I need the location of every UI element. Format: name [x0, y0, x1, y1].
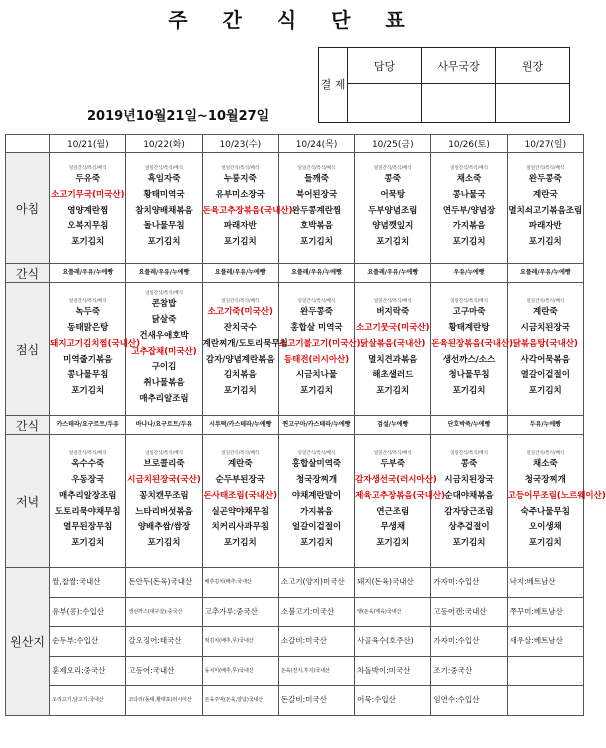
origin-cell: 낙지:베트남산: [507, 568, 583, 598]
breakfast-item: 가지볶음: [452, 221, 486, 232]
dinner-item: 포기김치: [452, 538, 486, 549]
origin-cell: 땡(돈육/계육)국내산: [355, 597, 431, 627]
breakfast-item: 들깨죽: [304, 174, 329, 184]
snack2-item: 카스테라/요구르트/두유: [50, 416, 126, 435]
snack2-item: 두유/누에빵: [507, 416, 583, 435]
dinner-item: 무생채: [380, 522, 406, 533]
dinner-item: 치커리사과무침: [211, 522, 269, 533]
origin-cell: 소갈비:미국산: [278, 627, 354, 657]
breakfast-item: 어묵탕: [380, 189, 406, 200]
origin-cell: 동치미(배추,무)국내산: [202, 656, 278, 686]
origin-cell: 고추가루:중국산: [202, 597, 278, 627]
dinner-day-cell: [431, 435, 507, 568]
lunch-day-cell: [507, 283, 583, 416]
breakfast-day-cell: [431, 153, 507, 264]
day-header: 10/26(토): [431, 135, 507, 153]
breakfast-item: 양념깻잎지: [372, 221, 414, 232]
dinner-day-cell: [50, 435, 126, 568]
lunch-item: 잔치국수: [223, 322, 257, 333]
small-note: 일일간식/특식/배식: [145, 451, 183, 457]
dinner-day-cell: [202, 435, 278, 568]
dinner-item: 포기김치: [147, 538, 181, 549]
dinner-item: 도토리묵야채무침: [54, 506, 121, 517]
breakfast-day-cell: [507, 153, 583, 264]
lunch-item: 소고기불고기(미국산): [278, 338, 361, 349]
lunch-item: 계란죽: [533, 307, 558, 318]
lunch-item: 닭살죽: [151, 315, 177, 325]
approval-box: [318, 47, 570, 123]
lunch-item: 홍합살 미역국: [290, 322, 343, 333]
lunch-item: 시금치나물: [295, 370, 338, 381]
dinner-item: 브로콜리죽: [143, 459, 185, 470]
lunch-item: 콘참밥: [151, 299, 177, 310]
snack2-item: 단호박죽/누에빵: [431, 416, 507, 435]
lunch-day-cell: [431, 283, 514, 416]
breakfast-item: 파래자반: [528, 221, 562, 232]
lunch-item: 닭볶음탕(국내산): [512, 338, 578, 349]
small-note: 일일간식/특식/배식: [373, 166, 412, 171]
small-note: 일일간식/특식/배식: [145, 291, 183, 297]
breakfast-item: 영양계란찜: [67, 205, 109, 216]
snack1-item: 요플레/우유/누에빵: [202, 264, 278, 283]
lunch-item: 해초샐러드: [372, 370, 414, 381]
breakfast-item: 채소죽: [456, 174, 482, 184]
dinner-item: 두부죽: [380, 459, 406, 470]
lunch-item: 멸치견과볶음: [368, 354, 418, 365]
origin-cell: 고등어캔:국내산: [431, 597, 507, 627]
origin-cell: 사골육수(호주산): [355, 627, 431, 657]
snack2-item: 시루떡/카스테라/누에빵: [202, 416, 278, 435]
origin-cell: 쭈꾸미:베트남산: [507, 597, 583, 627]
lunch-item: 닭살볶음(국내산): [360, 338, 426, 349]
snack1-item: 요플레/우유/누에빵: [278, 264, 354, 283]
dinner-day-cell: [355, 435, 446, 568]
dinner-item: 채소죽: [533, 459, 558, 470]
small-note: 일일간식/특식/배식: [68, 451, 107, 457]
lunch-item: 소고기죽(미국산): [207, 307, 273, 318]
origin-cell: 가자미:수입산: [431, 568, 507, 598]
lunch-item: 콩나물무침: [67, 370, 109, 381]
small-note: 일일간식/특식/배식: [373, 451, 412, 457]
day-header: 10/24(목): [278, 135, 354, 153]
dinner-item: 얼갈이겉절이: [291, 522, 342, 533]
origin-cell: 유부(콩):수입산: [50, 597, 126, 627]
lunch-item: 생선까스/소스: [442, 354, 496, 365]
breakfast-item: 포기김치: [528, 237, 562, 248]
snack1-item: 요플레/우유/누에빵: [126, 264, 202, 283]
small-note: 일일간식/특식/배식: [526, 451, 565, 457]
breakfast-item: 포기김치: [147, 237, 181, 248]
lunch-item: 완두콩죽: [300, 307, 333, 318]
dinner-day-cell: [126, 435, 202, 568]
approval-label: 결 제: [319, 48, 348, 123]
small-note: 일일간식/특식/배식: [68, 166, 107, 171]
breakfast-item: 완두콩죽: [528, 174, 562, 184]
day-header: 10/23(수): [202, 135, 278, 153]
breakfast-item: 돈육고추장볶음(국내산): [202, 205, 293, 216]
dinner-item: 콩죽: [460, 459, 478, 470]
lunch-item: 감자/양념계란볶음: [205, 354, 275, 365]
dinner-item: 포기김치: [300, 538, 333, 549]
origin-cell: 돈갈비:미국산: [278, 686, 354, 716]
lunch-item: 취나물볶음: [143, 378, 185, 389]
breakfast-item: 유부미소장국: [215, 189, 265, 200]
dinner-item: 우동장국: [71, 474, 105, 485]
lunch-day-cell: [50, 283, 141, 416]
origin-cell: 돈안두(돈육)국내산: [126, 568, 202, 598]
dinner-item: 옥수수죽: [71, 459, 105, 470]
breakfast-day-cell: [202, 153, 293, 264]
lunch-day-cell: [278, 283, 361, 416]
origin-cell: 오리고기,닭고기:국내산: [50, 686, 126, 716]
origin-cell: 차돌박이:미국산: [355, 656, 431, 686]
snack1-label: 간식: [6, 264, 50, 283]
origin-cell: 임연수:수입산: [431, 686, 507, 716]
small-note: 일일간식/특식/배식: [297, 166, 336, 171]
day-header: 10/27(일): [507, 135, 583, 153]
dinner-item: 홍합살미역죽: [291, 459, 342, 470]
dinner-item: 연근조림: [376, 506, 410, 517]
snack2-item: 검설/누에빵: [355, 416, 431, 435]
lunch-item: 황태계란탕: [448, 322, 490, 333]
dinner-item: 청국장찌개: [524, 474, 566, 485]
dinner-item: 순대야채볶음: [444, 490, 494, 501]
breakfast-item: 누룽지죽: [223, 174, 257, 184]
lunch-item: 청나물무침: [448, 370, 490, 381]
dinner-item: 느타리버섯볶음: [135, 506, 193, 517]
origin-cell: 고등어:국내산: [126, 656, 202, 686]
breakfast-item: 포기김치: [452, 237, 486, 248]
origin-cell: 돈육주먹(돈육,양념)국내산: [202, 686, 278, 716]
lunch-item: 포기김치: [223, 386, 257, 397]
origin-cell: 돈육(전지,후지)국내산: [278, 656, 354, 686]
lunch-item: 돈육된장볶음(국내산): [431, 338, 514, 349]
breakfast-item: 북어된장국: [295, 189, 338, 200]
small-note: 일일간식/특식/배식: [373, 299, 412, 305]
breakfast-item: 멸치쇠고기볶음조림: [508, 205, 583, 216]
breakfast-item: 두부양념조림: [368, 205, 418, 216]
lunch-item: 시금치된장국: [520, 322, 570, 333]
origin-cell: 순두부:수입산: [50, 627, 126, 657]
dinner-item: 열무된장무침: [63, 522, 113, 533]
dinner-item: 감자당근조림: [444, 506, 494, 517]
breakfast-item: 오복지무침: [67, 221, 109, 232]
lunch-item: 구이김: [151, 362, 177, 373]
small-note: 일일간식/특식/배식: [450, 451, 488, 457]
dinner-item: 숙주나물무침: [520, 506, 570, 517]
day-header: 10/21(월): [50, 135, 126, 153]
dinner-item: 오이생채: [528, 522, 562, 533]
dinner-item: 순두부된장국: [215, 474, 265, 485]
dinner-item: 계란죽: [227, 459, 253, 470]
dinner-item: 제육고추장볶음(국내산): [355, 490, 446, 501]
day-header: 10/25(금): [355, 135, 431, 153]
dinner-item: 시금치된장국: [444, 474, 494, 485]
breakfast-item: 포기김치: [300, 237, 333, 248]
breakfast-item: 연두부/양념장: [442, 205, 496, 216]
origin-cell: 코다리(동태,황태포)러시아산: [126, 686, 202, 716]
lunch-item: 건새우애호박: [139, 330, 189, 341]
dinner-day-cell: [278, 435, 354, 568]
breakfast-item: 포기김치: [223, 237, 257, 248]
lunch-item: 포기김치: [71, 386, 105, 397]
small-note: 일일간식/특식/배식: [68, 299, 107, 305]
lunch-item: 열갈이겉절이: [520, 370, 570, 381]
snack1-item: 요플레/우유/누에빵: [507, 264, 583, 283]
breakfast-day-cell: [126, 153, 202, 264]
origin-cell: [507, 656, 583, 686]
lunch-item: 포기김치: [452, 386, 486, 397]
snack1-item: 요플레/우유/누에빵: [50, 264, 126, 283]
breakfast-item: 포기김치: [71, 237, 105, 248]
breakfast-item: 호박볶음: [300, 221, 333, 232]
lunch-day-cell: [202, 283, 288, 416]
dinner-item: 포기김치: [71, 538, 105, 549]
dinner-label: 저녁: [6, 435, 50, 568]
origin-cell: 갈오징어:태국산: [126, 627, 202, 657]
origin-cell: 쌀,찹쌀:국내산: [50, 568, 126, 598]
dinner-item: 청국장찌개: [295, 474, 338, 485]
lunch-day-cell: [355, 283, 431, 416]
breakfast-item: 두유죽: [75, 174, 101, 184]
origin-cell: 가자미:수입산: [431, 627, 507, 657]
breakfast-day-cell: [50, 153, 126, 264]
dinner-item: 꽁치캔무조림: [139, 490, 189, 501]
dinner-item: 포기김치: [376, 538, 410, 549]
dinner-item: 상추겉절이: [448, 522, 490, 533]
lunch-item: 매추리알조림: [139, 393, 189, 404]
breakfast-label: 아침: [6, 153, 50, 264]
day-header: 10/22(화): [126, 135, 202, 153]
origin-cell: 훈제오리:중국산: [50, 656, 126, 686]
lunch-item: 미역줄기볶음: [63, 354, 113, 365]
dinner-item: 포기김치: [528, 538, 562, 549]
origin-cell: 소고기(양지)미국산: [278, 568, 354, 598]
approval-header-manager: 담당: [348, 48, 422, 84]
origin-cell: 돼지(돈육)국내산: [355, 568, 431, 598]
snack2-label: 간식: [6, 416, 50, 435]
lunch-item: 동태전(러시아산): [283, 354, 350, 365]
dinner-item: 매추리알장조림: [59, 490, 117, 501]
date-range: 2019년10월21일~10월27일: [87, 109, 270, 124]
small-note: 일일간식/특식/배식: [221, 299, 260, 305]
breakfast-item: 포기김치: [376, 237, 410, 248]
dinner-item: 시금치된장국(국산): [127, 474, 201, 485]
breakfast-item: 콩나물국: [452, 189, 486, 200]
dinner-item: 가지볶음: [300, 506, 333, 517]
approval-header-director: 원장: [496, 48, 570, 84]
dinner-item: 양배추쌈/쌈장: [137, 522, 191, 533]
small-note: 일일간식/특식/배식: [450, 166, 488, 171]
header-corner: [6, 135, 50, 153]
origin-cell: 떡김치(배추,무)국내산: [202, 627, 278, 657]
breakfast-day-cell: [355, 153, 431, 264]
breakfast-item: 완두콩계란찜: [291, 205, 342, 216]
lunch-item: 김치볶음: [223, 370, 257, 381]
small-note: 일일간식/특식/배식: [297, 451, 336, 457]
lunch-item: 포기김치: [528, 386, 562, 397]
origin-cell: 배추김치(배추:국내산: [202, 568, 278, 598]
origin-cell: 조기:중국산: [431, 656, 507, 686]
approval-sign-box: [422, 84, 496, 123]
breakfast-item: 계란국: [533, 189, 558, 200]
dinner-item: 야채계란말이: [291, 490, 342, 501]
lunch-item: 계란찌개/도토리묵무침: [202, 338, 288, 349]
origin-cell: 새우살:베트남산: [507, 627, 583, 657]
lunch-label: 점심: [6, 283, 50, 416]
lunch-item: 소고기뭇국(미국산): [356, 322, 430, 333]
lunch-item: 고구마죽: [452, 307, 486, 318]
snack1-item: 우유/누에빵: [431, 264, 507, 283]
approval-sign-box: [496, 84, 570, 123]
breakfast-item: 콩죽: [384, 174, 401, 184]
snack2-item: 찐고구마/카스테라/누에빵: [278, 416, 354, 435]
small-note: 일일간식/특식/배식: [297, 299, 336, 305]
dinner-day-cell: [507, 435, 606, 568]
breakfast-item: 돌나물무침: [143, 221, 185, 232]
origin-cell: 소불고기:미국산: [278, 597, 354, 627]
lunch-item: 돼지고기김치찜(국내산): [50, 338, 141, 349]
origin-cell: 생선까스(대구살):중국산: [126, 597, 202, 627]
small-note: 일일간식/특식/배식: [221, 451, 260, 457]
lunch-item: 포기김치: [376, 386, 410, 397]
small-note: 일일간식/특식/배식: [526, 299, 565, 305]
small-note: 일일간식/특식/배식: [145, 166, 183, 171]
breakfast-item: 흑임자죽: [147, 174, 181, 184]
snack1-item: 요플레/우유/누에빵: [355, 264, 431, 283]
lunch-item: 고추잡채(미국산): [131, 346, 197, 357]
origin-label: 원산지: [6, 568, 50, 716]
dinner-item: 포기김치: [223, 538, 257, 549]
dinner-item: 감자생선국(러시아산): [355, 474, 437, 485]
breakfast-item: 참치양배채볶음: [135, 205, 193, 216]
small-note: 일일간식/특식/배식: [450, 299, 488, 305]
lunch-item: 동태맑은탕: [67, 322, 109, 333]
lunch-day-cell: [126, 283, 202, 416]
origin-cell: 어묵:수입산: [355, 686, 431, 716]
small-note: 일일간식/특식/배식: [526, 166, 565, 171]
dinner-item: 고등어무조림(노르웨이산): [507, 490, 606, 501]
snack2-item: 바나나/요구르트/두유: [126, 416, 202, 435]
small-note: 일일간식/특식/배식: [221, 166, 260, 171]
menu-table: [5, 134, 606, 716]
breakfast-item: 소고기무국(미국산): [51, 189, 125, 200]
page-title: 주 간 식 단 표: [168, 8, 419, 32]
lunch-item: 포기김치: [300, 386, 333, 397]
lunch-item: 녹두죽: [75, 307, 101, 318]
dinner-item: 실곤약야채무침: [211, 506, 269, 517]
approval-header-secretary: 사무국장: [422, 48, 496, 84]
approval-sign-box: [348, 84, 422, 123]
lunch-item: 버지락죽: [376, 307, 410, 318]
breakfast-item: 파래자반: [223, 221, 257, 232]
origin-cell: [507, 686, 583, 716]
breakfast-item: 황태미역국: [143, 189, 185, 200]
lunch-item: 사각어묵볶음: [520, 354, 570, 365]
dinner-item: 돈사태조림(국내산): [203, 490, 277, 501]
